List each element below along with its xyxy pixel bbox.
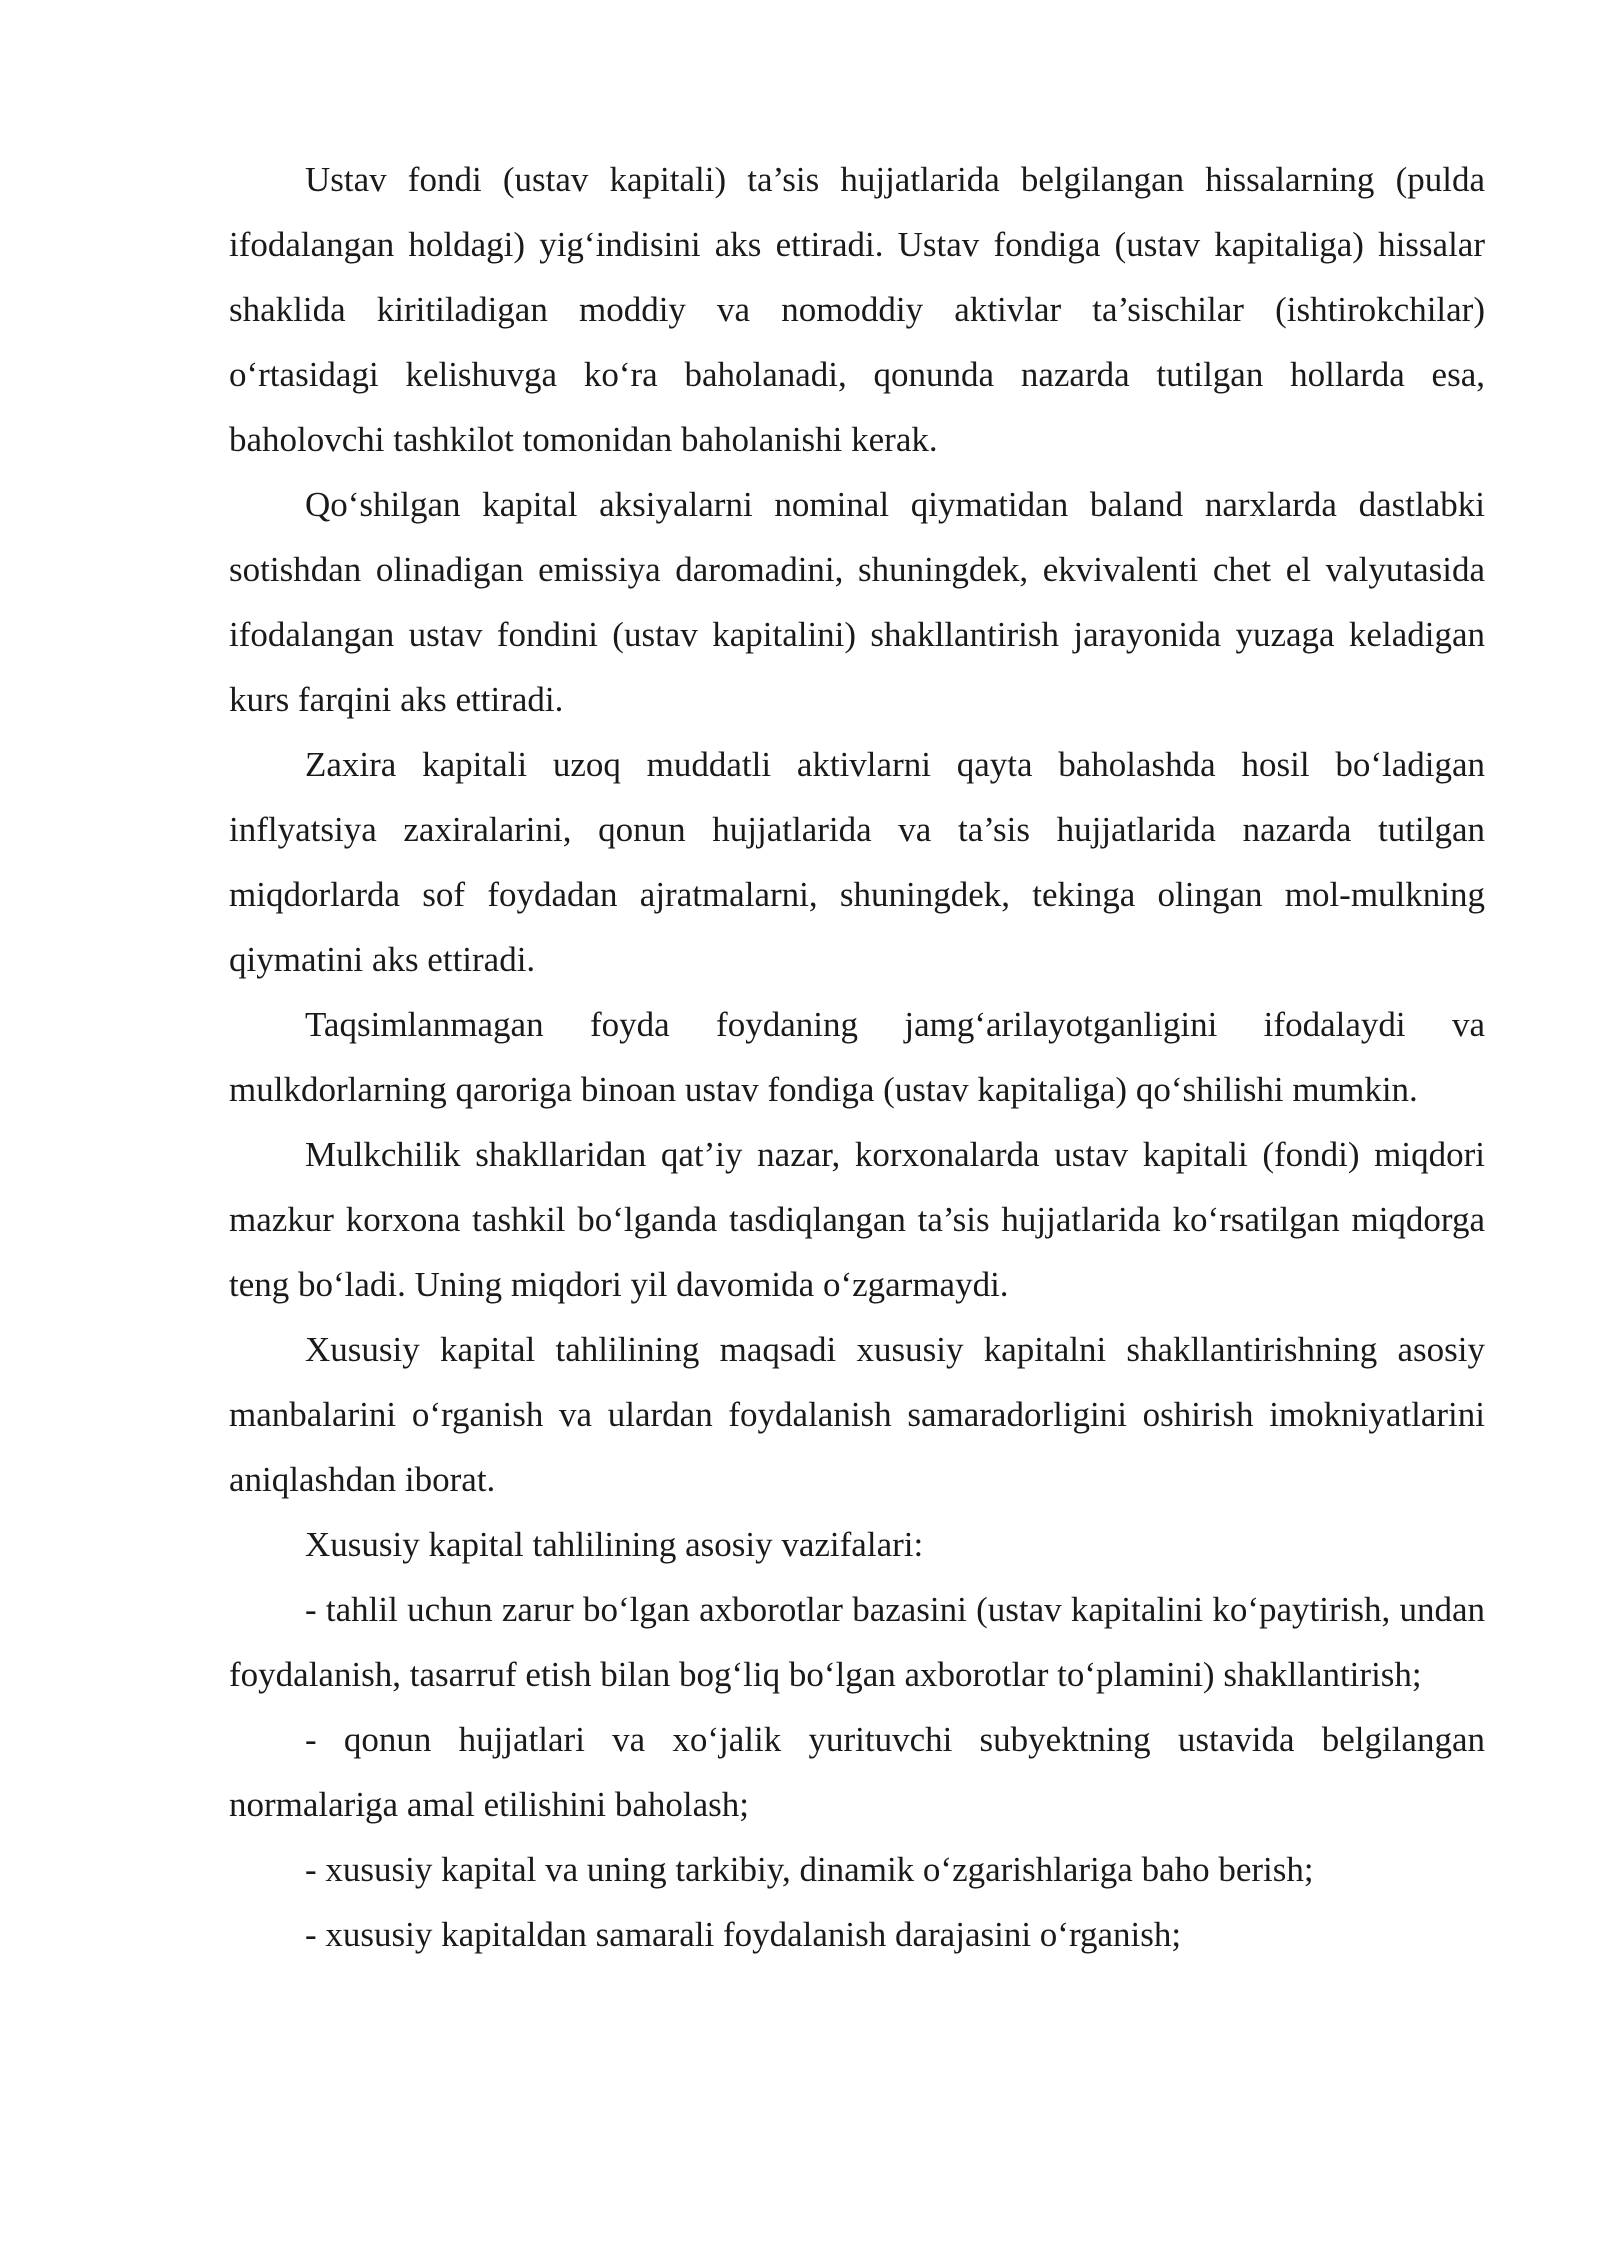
paragraph-zaxira-kapitali: Zaxira kapitali uzoq muddatli aktivlarni qayta baholashda hosil bo‘ladigan inflyatsiya zaxiralarini, qonun hujjatlarida va ta’sis hujjatlarida nazarda tutilgan miqdorlarda sof foydadan ajratmalarni, shuningdek, tekinga olingan mol-mulkning qiymatini aks ettiradi. [229,745,1485,979]
paragraph-qoshilgan-kapital: Qo‘shilgan kapital aksiyalarni nominal qiymatidan baland narxlarda dastlabki sotishdan olinadigan emissiya daromadini, shuningdek, ekvivalenti chet el valyutasida ifodalangan ustav fondini (ustav kapitalini) shakllantirish jarayonida yuzaga keladigan kurs farqini aks ettiradi. [229,485,1485,719]
list-item-qonun-hujjatlari: - qonun hujjatlari va xo‘jalik yurituvchi subyektning ustavida belgilangan normalariga amal etilishini baholash; [229,1720,1485,1824]
list-item-axborotlar-bazasi: - tahlil uchun zarur bo‘lgan axborotlar bazasini (ustav kapitalini ko‘paytirish, undan foydalanish, tasarruf etish bilan bog‘liq bo‘lgan axborotlar to‘plamini) shakllantirish; [229,1590,1485,1694]
paragraph-vazifalar-heading: Xususiy kapital tahlilining asosiy vazifalari: [305,1525,924,1564]
list-item-tarkibiy-ozgarishlar: - xususiy kapital va uning tarkibiy, dinamik o‘zgarishlariga baho berish; [305,1850,1314,1889]
paragraph-ustav-fondi: Ustav fondi (ustav kapitali) ta’sis hujjatlarida belgilangan hissalarning (pulda ifodalangan holdagi) yig‘indisini aks ettiradi. Ustav fondiga (ustav kapitaliga) hissalar shaklida kiritiladigan moddiy va nomoddiy aktivlar ta’sischilar (ishtirokchilar) o‘rtasidagi kelishuvga ko‘ra baholanadi, qonunda nazarda tutilgan hollarda esa, baholovchi tashkilot tomonidan baholanishi kerak. [229,160,1485,459]
list-item-samarali-foydalanish: - xususiy kapitaldan samarali foydalanish darajasini o‘rganish; [305,1915,1182,1954]
paragraph-mulkchilik-shakllari: Mulkchilik shakllaridan qat’iy nazar, korxonalarda ustav kapitali (fondi) miqdori mazkur korxona tashkil bo‘lganda tasdiqlangan ta’sis hujjatlarida ko‘rsatilgan miqdorga teng bo‘ladi. Uning miqdori yil davomida o‘zgarmaydi. [229,1135,1485,1304]
paragraph-taqsimlanmagan-foyda: Taqsimlanmagan foyda foydaning jamg‘arilayotganligini ifodalaydi va mulkdorlarning qaroriga binoan ustav fondiga (ustav kapitaliga) qo‘shilishi mumkin. [229,1005,1485,1109]
document-page [229,147,1485,1967]
paragraph-tahlil-maqsadi: Xususiy kapital tahlilining maqsadi xususiy kapitalni shakllantirishning asosiy manbalarini o‘rganish va ulardan foydalanish samaradorligini oshirish imokniyatlarini aniqlashdan iborat. [229,1330,1485,1499]
